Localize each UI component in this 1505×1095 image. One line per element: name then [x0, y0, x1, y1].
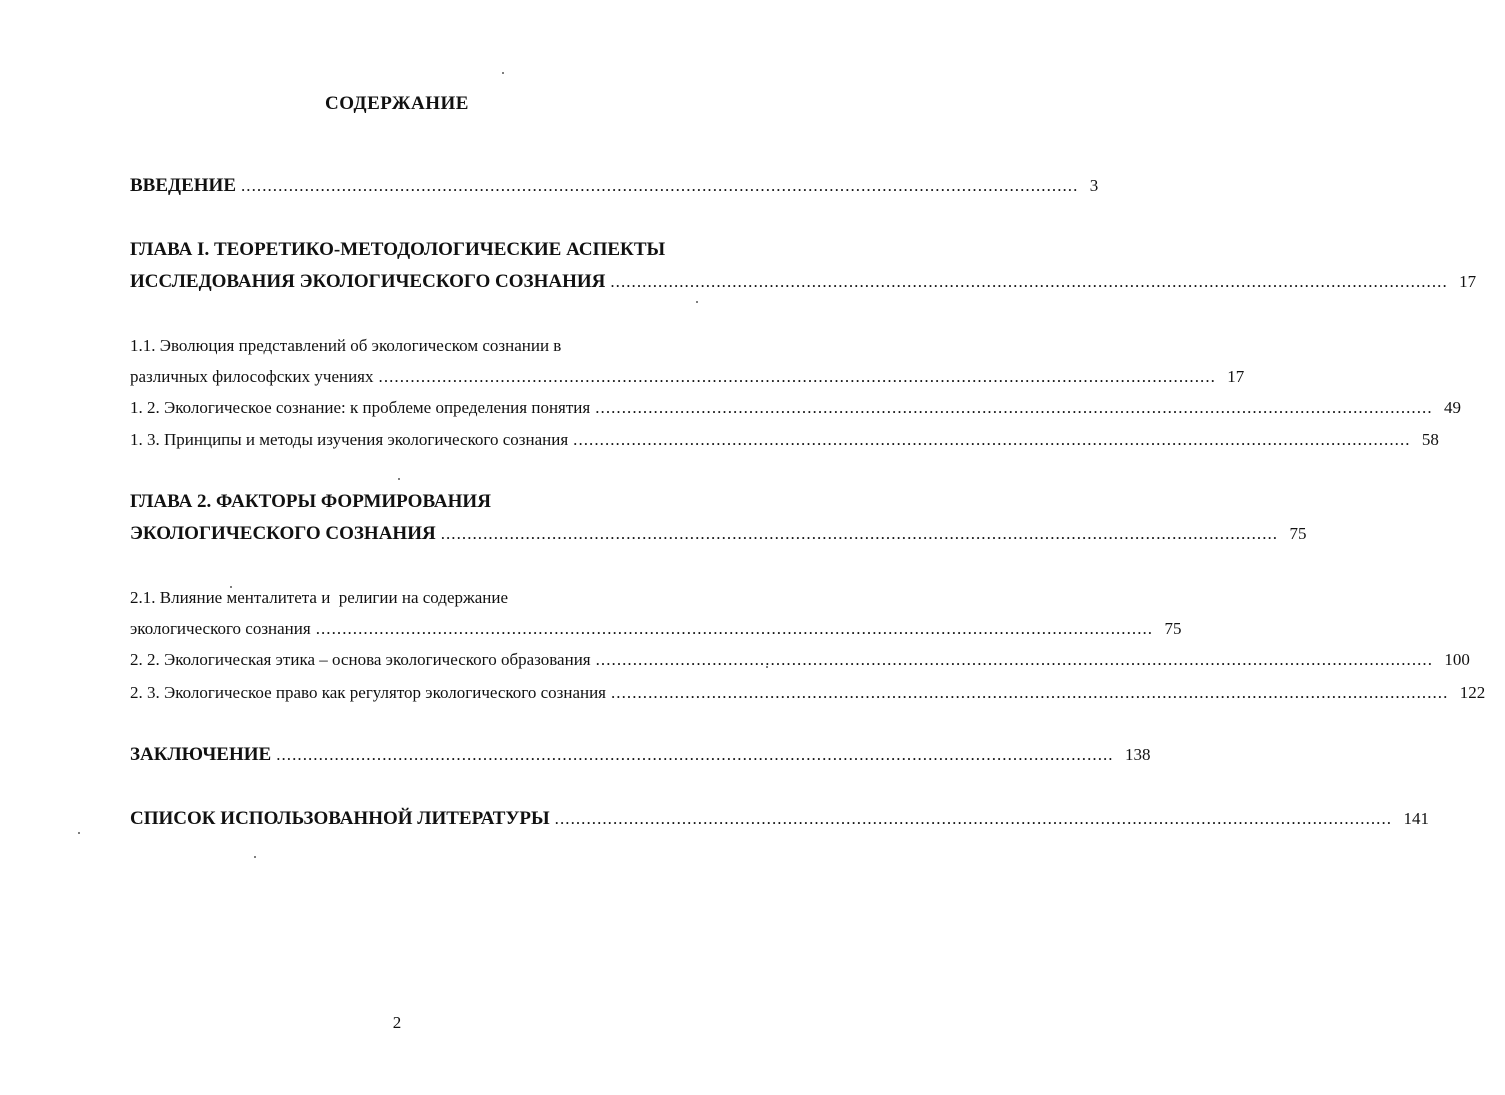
toc-entry-section-1-1-line-2[interactable] — [130, 367, 1245, 397]
toc-entry-text: 1. 2. Экологическое сознание: к проблеме определения понятия — [130, 398, 591, 417]
toc-entry-page: 75 — [1289, 524, 1307, 543]
toc-entry-conclusion[interactable] — [130, 744, 1151, 774]
toc-entry-text: СПИСОК ИСПОЛЬЗОВАННОЙ ЛИТЕРАТУРЫ — [130, 808, 550, 829]
toc-entry-text: экологического сознания — [130, 619, 311, 638]
toc-entry-page: 58 — [1421, 430, 1439, 449]
toc-entry-chapter-2-line-2[interactable] — [130, 523, 1307, 553]
dot-leader — [316, 619, 1151, 639]
scan-speck — [502, 72, 504, 74]
toc-entry-text: 1.1. Эволюция представлений об экологическом сознании в — [130, 336, 562, 355]
scan-speck — [696, 301, 698, 303]
toc-entry-text: ИССЛЕДОВАНИЯ ЭКОЛОГИЧЕСКОГО СОЗНАНИЯ — [130, 271, 606, 292]
dot-leader — [595, 398, 1430, 418]
toc-entry-page: 141 — [1403, 809, 1429, 828]
toc-entry-text: ГЛАВА I. ТЕОРЕТИКО-МЕТОДОЛОГИЧЕСКИЕ АСПЕКТЫ — [130, 239, 666, 260]
toc-entry-page: 17 — [1227, 367, 1245, 386]
dot-leader — [610, 272, 1445, 292]
toc-entry-page: 75 — [1164, 619, 1182, 638]
scan-speck — [230, 586, 232, 588]
toc-entry-text: ВВЕДЕНИЕ — [130, 175, 236, 196]
toc-entry-page: 122 — [1459, 683, 1486, 702]
toc-entry-page: 100 — [1444, 650, 1470, 669]
toc-entry-text: ГЛАВА 2. ФАКТОРЫ ФОРМИРОВАНИЯ — [130, 491, 491, 512]
toc-entry-bibliography[interactable] — [130, 808, 1429, 838]
toc-entry-section-2-1-line-1[interactable] — [130, 588, 722, 618]
page-title: СОДЕРЖАНИЕ — [325, 93, 469, 114]
scan-speck — [78, 832, 80, 834]
toc-entry-chapter-1-line-1[interactable] — [130, 239, 722, 269]
toc-entry-text: 2.1. Влияние менталитета и религии на содержание — [130, 588, 509, 607]
toc-entry-introduction[interactable] — [130, 175, 1099, 205]
scan-speck — [398, 478, 400, 480]
toc-entry-section-1-1-line-1[interactable] — [130, 336, 722, 366]
dot-leader — [379, 367, 1214, 387]
toc-entry-section-2-2[interactable] — [130, 650, 1470, 680]
scan-speck — [766, 666, 768, 668]
toc-entry-chapter-1-line-2[interactable] — [130, 271, 1477, 301]
toc-entry-section-1-3[interactable] — [130, 430, 1439, 460]
dot-leader — [573, 430, 1408, 450]
dot-leader — [276, 745, 1111, 765]
dot-leader — [555, 809, 1390, 829]
toc-entry-text: 2. 3. Экологическое право как регулятор экологического сознания — [130, 683, 606, 702]
toc-entry-text: различных философских учениях — [130, 367, 374, 386]
dot-leader — [611, 683, 1446, 703]
toc-entry-section-2-1-line-2[interactable] — [130, 619, 1182, 649]
toc-entry-page: 17 — [1459, 272, 1477, 291]
scan-speck — [254, 856, 256, 858]
toc-entry-section-2-3[interactable] — [130, 683, 1486, 713]
dot-leader — [241, 176, 1076, 196]
toc-entry-page: 138 — [1124, 745, 1151, 764]
dot-leader — [596, 650, 1431, 670]
toc-entry-text: ЗАКЛЮЧЕНИЕ — [130, 744, 272, 765]
dot-leader — [441, 524, 1276, 544]
toc-entry-chapter-2-line-1[interactable] — [130, 491, 722, 521]
toc-entry-text: ЭКОЛОГИЧЕСКОГО СОЗНАНИЯ — [130, 523, 436, 544]
toc-entry-text: 1. 3. Принципы и методы изучения экологического сознания — [130, 430, 569, 449]
toc-entry-page: 3 — [1089, 176, 1099, 195]
toc-entry-page: 49 — [1443, 398, 1461, 417]
page-number: 2 — [392, 1013, 402, 1032]
toc-entry-section-1-2[interactable] — [130, 398, 1461, 428]
toc-entry-text: 2. 2. Экологическая этика – основа экологического образования — [130, 650, 591, 669]
